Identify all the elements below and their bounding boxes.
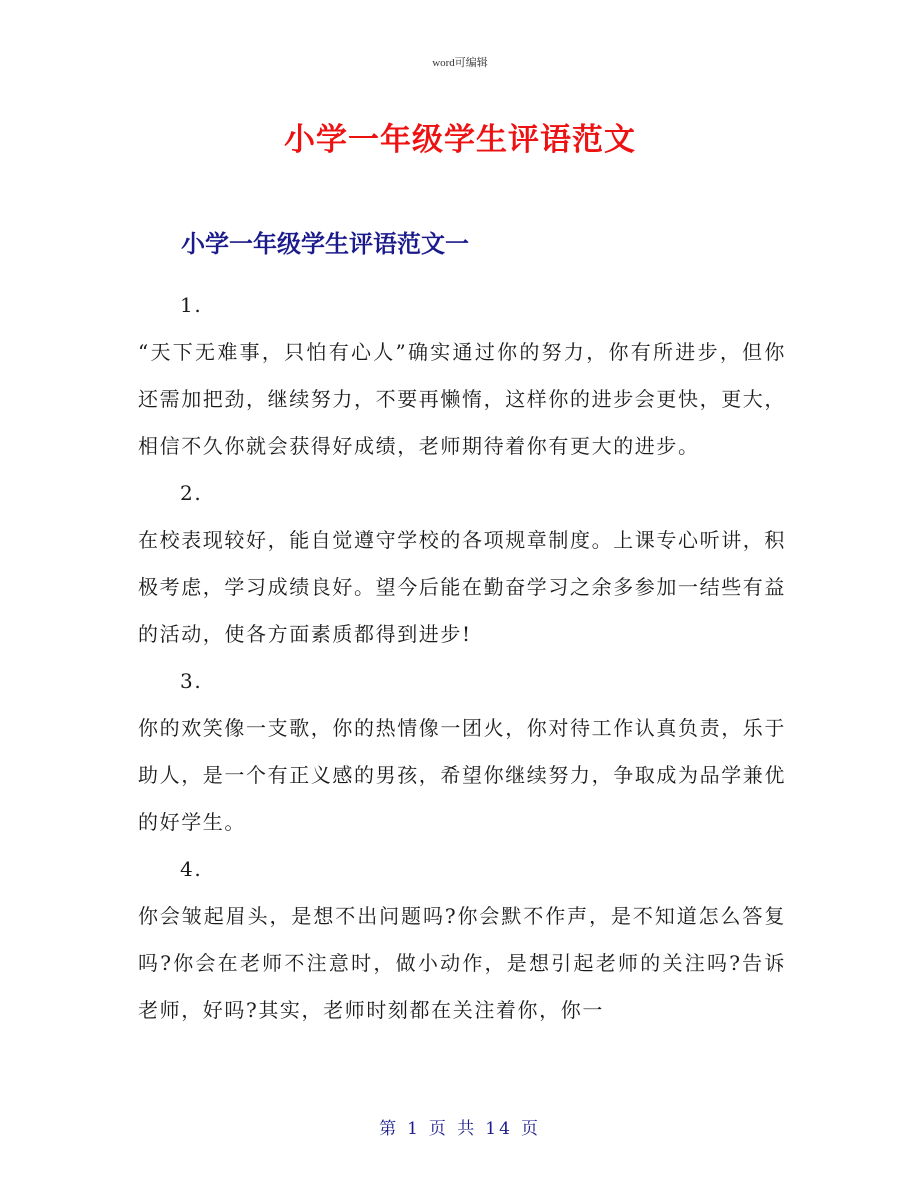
document-title: 小学一年级学生评语范文 <box>284 122 636 158</box>
document-body <box>138 282 786 1034</box>
footer-middle: 页 共 <box>428 1119 478 1139</box>
current-page-number: 1 <box>407 1119 421 1139</box>
section-heading: 小学一年级学生评语范文一 <box>181 230 469 258</box>
item-text: 你会皱起眉头，是想不出问题吗?你会默不作声，是不知道怎么答复吗?你会在老师不注意时，做小动作，是想引起老师的关注吗?告诉老师，好吗?其实，老师时刻都在关注着你，你一 <box>138 904 786 1022</box>
list-item <box>138 658 786 846</box>
item-number: 1. <box>180 293 203 317</box>
item-text: “天下无难事，只怕有心人”确实通过你的努力，你有所进步，但你还需加把劲，继续努力，不要再懒惰，这样你的进步会更快，更大，相信不久你就会获得好成绩，老师期待着你有更大的进步。 <box>138 340 786 458</box>
footer-suffix: 页 <box>520 1119 541 1139</box>
item-number: 4. <box>180 857 203 881</box>
list-item <box>138 282 786 470</box>
header-note: word可编辑 <box>432 57 488 69</box>
total-pages-number: 14 <box>485 1119 513 1139</box>
item-text: 你的欢笑像一支歌，你的热情像一团火，你对待工作认真负责，乐于助人，是一个有正义感的男孩，希望你继续努力，争取成为品学兼优的好学生。 <box>138 716 786 834</box>
list-item <box>138 470 786 658</box>
footer-prefix: 第 <box>379 1119 400 1139</box>
item-text: 在校表现较好，能自觉遵守学校的各项规章制度。上课专心听讲，积极考虑，学习成绩良好。望今后能在勤奋学习之余多参加一结些有益的活动，使各方面素质都得到进步! <box>138 528 786 646</box>
list-item <box>138 846 786 1034</box>
item-number: 3. <box>180 669 203 693</box>
page-footer <box>0 1114 920 1139</box>
item-number: 2. <box>180 481 203 505</box>
